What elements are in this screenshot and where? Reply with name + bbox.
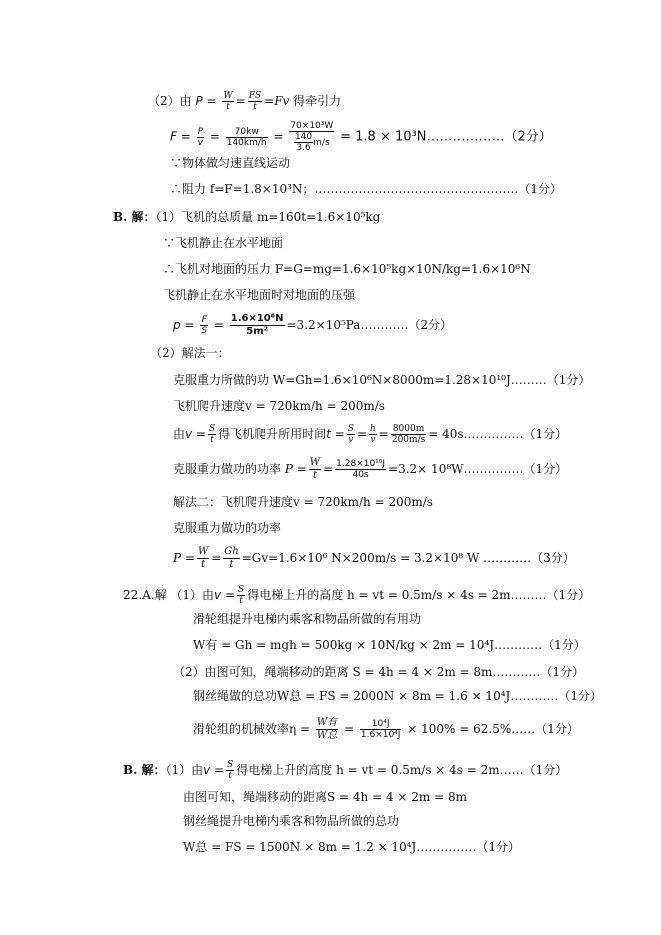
denominator: t — [201, 559, 206, 570]
line-24 — [123, 760, 567, 781]
denominator: t — [229, 559, 234, 570]
section-label: B. 解： — [113, 210, 156, 224]
line-21: （2）由图可知，绳端移动的距离 S = 4h = 4 × 2m = 8m…………（1分） — [173, 665, 585, 679]
line-26: 钢丝绳提升电梯内乘客和物品所做的总功 — [183, 814, 400, 828]
denominator: v — [370, 435, 376, 445]
line-3: ∵物体做匀速直线运动 — [170, 156, 291, 170]
fraction-kw-kmh — [226, 127, 268, 148]
numerator: 70×10³W — [290, 121, 334, 131]
line-15: 解法二：飞机爬升速度v = 720km/h = 200m/s — [173, 495, 433, 509]
line-10: （2）解法一： — [150, 346, 230, 360]
fraction-j-40s — [335, 459, 386, 480]
fraction-w-ms — [289, 121, 334, 153]
line-22: 钢丝绳做的总功W总 = FS = 2000N × 8m = 1.6 × 10⁴J…………（1分） — [193, 689, 602, 703]
line-14: 克服重力做功的功率 P = $\frac{W}{t}$ = $\frac{\text{1.28×10¹⁰J}}{40s}$ =3.2× 10⁸W……………（1分） — [173, 457, 568, 481]
denominator: v — [197, 137, 203, 148]
line-27: W总 = FS = 1500N × 8m = 1.2 × 10⁴J……………（1分） — [183, 840, 520, 854]
formula-p: p = — [173, 318, 195, 332]
line-6: ∵飞机静止在水平地面 — [163, 236, 284, 250]
denominator: 40s — [352, 470, 369, 480]
text: × 100% = 62.5%……（1分） — [407, 722, 579, 736]
text: 得电梯上升的高度 h = vt = 0.5m/s × 4s = 2m………（1分） — [247, 588, 591, 602]
text: 得飞机爬升所用时间 — [218, 427, 327, 441]
numerator: W — [197, 546, 209, 557]
denominator — [289, 132, 334, 153]
text: 得牵引力 — [293, 94, 342, 108]
fraction-s-t — [208, 424, 216, 445]
question-label: 22.A.解 — [123, 588, 167, 602]
denominator: S — [201, 326, 208, 336]
line-5 — [113, 209, 380, 225]
text: 得电梯上升的高度 h = vt = 0.5m/s × 4s = 2m……（1分） — [236, 763, 568, 777]
text: （2）由 — [148, 94, 192, 108]
text: 克服重力做功的功率 — [173, 462, 282, 476]
formula-p: P = — [173, 551, 195, 565]
numerator: F — [201, 315, 207, 325]
formula-fv: =Fv — [264, 94, 290, 108]
numerator: FS — [248, 91, 262, 101]
text: =3.2×10⁵Pa…………（2分） — [286, 318, 453, 332]
fraction-gh-t — [223, 546, 239, 571]
line-1: （2）由 P = $\frac{W}{t}$ = $\frac{FS}{t}$ =Fv 得牵引力 — [148, 91, 342, 112]
numerator: h — [370, 424, 376, 434]
line-25: 由图可知，绳端移动的距离S = 4h = 4 × 2m = 8m — [183, 790, 467, 804]
denominator: t — [210, 435, 214, 445]
fraction-8000-200 — [391, 424, 426, 445]
line-4: ∴阻力 f=F=1.8×10³N；……………………………………………（1分） — [170, 182, 563, 196]
text: （1）飞机的总质量 m=160t=1.6×10⁵kg — [155, 210, 381, 224]
fraction-p-v — [197, 127, 204, 148]
numerator: 1.28×10¹⁰J — [336, 459, 386, 469]
text: （1）由 — [170, 588, 215, 602]
denominator: 140km/h — [226, 137, 267, 148]
text: 由 — [173, 427, 186, 441]
line-8: 飞机静止在水平地面时对地面的压强 — [163, 288, 356, 302]
denominator: v — [348, 435, 354, 445]
numerator: S — [238, 585, 245, 595]
formula-p: P = — [195, 94, 217, 108]
numerator: S — [227, 760, 234, 770]
fraction-j4-j5 — [360, 719, 402, 740]
fraction-140-36 — [294, 132, 313, 153]
text: （1）由 — [165, 763, 204, 777]
denominator: 200m/s — [391, 435, 426, 445]
denominator: t — [312, 470, 317, 481]
line-16: 克服重力做功的功率 — [173, 521, 282, 535]
numerator: Gh — [224, 546, 239, 557]
section-label: B. 解： — [123, 763, 166, 777]
line-23: 滑轮组的机械效率η = $\frac{\text{W有}}{\text{W总}}$ = $\frac{\text{10⁴J}}{\text{1.6×10⁴J}}$ × 100% = 62.5%……（1分） — [193, 717, 579, 741]
formula-v: v = — [214, 588, 236, 602]
fraction-n-m2 — [230, 313, 285, 338]
numerator: 1.6×10⁶N — [230, 313, 284, 324]
denominator: 5m² — [246, 326, 268, 337]
denominator: 3.6 — [296, 143, 311, 153]
line-9: p = $\frac{F}{S}$ = $\frac{\text{1.6×10⁶N}}{\text{5m²}}$ =3.2×10⁵Pa…………（2分） — [173, 313, 453, 337]
numerator: S — [347, 424, 354, 434]
line-18 — [123, 585, 590, 606]
line-12: 飞机爬升速度v = 720km/h = 200m/s — [173, 399, 385, 413]
line-19: 滑轮组提升电梯内乘客和物品所做的有用功 — [193, 612, 422, 626]
denominator: W总 — [316, 730, 338, 741]
numerator: 70kw — [226, 127, 268, 138]
line-13: 由v = $\frac{S}{t}$ 得飞机爬升所用时间t = $\frac{S}{v}$ = $\frac{h}{v}$ = $\frac{8000m}{200m/s}$ = 40s……………（1分） — [173, 424, 568, 445]
formula-v: v = — [185, 427, 206, 441]
numerator: W有 — [316, 717, 338, 728]
numerator: W — [309, 457, 321, 468]
fraction-s-t — [226, 760, 234, 781]
text: =3.2× 10⁸W……………（1分） — [388, 462, 568, 476]
formula-t: t = — [326, 427, 345, 441]
denominator: 1.6×10⁴J — [360, 730, 401, 740]
unit: m/s — [313, 138, 330, 148]
denominator: t — [226, 102, 230, 112]
formula-v: v = — [203, 763, 225, 777]
text: 滑轮组的机械效率η = — [193, 722, 311, 736]
line-2: F = $\frac{P}{v}$ = $\frac{70kw}{140km/h}$ = 70×10³W $\frac{140}{3.6}$ m/s = 1.8 × 10³N………………（2分） — [170, 121, 552, 153]
numerator: W — [223, 91, 233, 101]
fraction-w-t — [309, 457, 321, 482]
fraction-h-v — [369, 424, 377, 445]
line-17: P = $\frac{W}{t}$ = $\frac{Gh}{t}$ =Gv=1.6×10⁶ N×200m/s = 3.2×10⁸ W …………（3分） — [173, 546, 575, 570]
text: =Gv=1.6×10⁶ N×200m/s = 3.2×10⁸ W …………（3分） — [241, 551, 575, 565]
numerator: P — [197, 126, 204, 137]
numerator: 10⁴J — [360, 719, 402, 730]
denominator: t — [228, 771, 233, 781]
numerator: 140 — [294, 132, 313, 142]
fraction-fs-t — [248, 91, 262, 112]
fraction-w-t — [222, 91, 233, 112]
line-20: W有 = Gh = mgh = 500kg × 10N/kg × 2m = 10⁴J…………（1分） — [193, 638, 586, 652]
fraction-s-t — [237, 585, 245, 606]
formula-f: F = — [170, 129, 191, 144]
denominator: t — [253, 102, 257, 112]
fraction-s-v — [347, 424, 355, 445]
text: = 40s……………（1分） — [428, 427, 568, 441]
fraction-w-t — [197, 546, 209, 571]
denominator: t — [239, 596, 243, 606]
line-7: ∴飞机对地面的压力 F=G=mg=1.6×10⁵kg×10N/kg=1.6×10⁶N — [163, 262, 531, 276]
fraction-wy-wz — [316, 717, 338, 742]
text: = 1.8 × 10³N………………（2分） — [340, 129, 552, 145]
fraction-f-s — [200, 315, 208, 336]
numerator: S — [209, 424, 216, 434]
formula-p: P = — [284, 462, 307, 476]
numerator: 8000m — [392, 424, 425, 434]
line-11: 克服重力所做的功 W=Gh=1.6×10⁶N×8000m=1.28×10¹⁰J………（1分） — [173, 373, 591, 387]
